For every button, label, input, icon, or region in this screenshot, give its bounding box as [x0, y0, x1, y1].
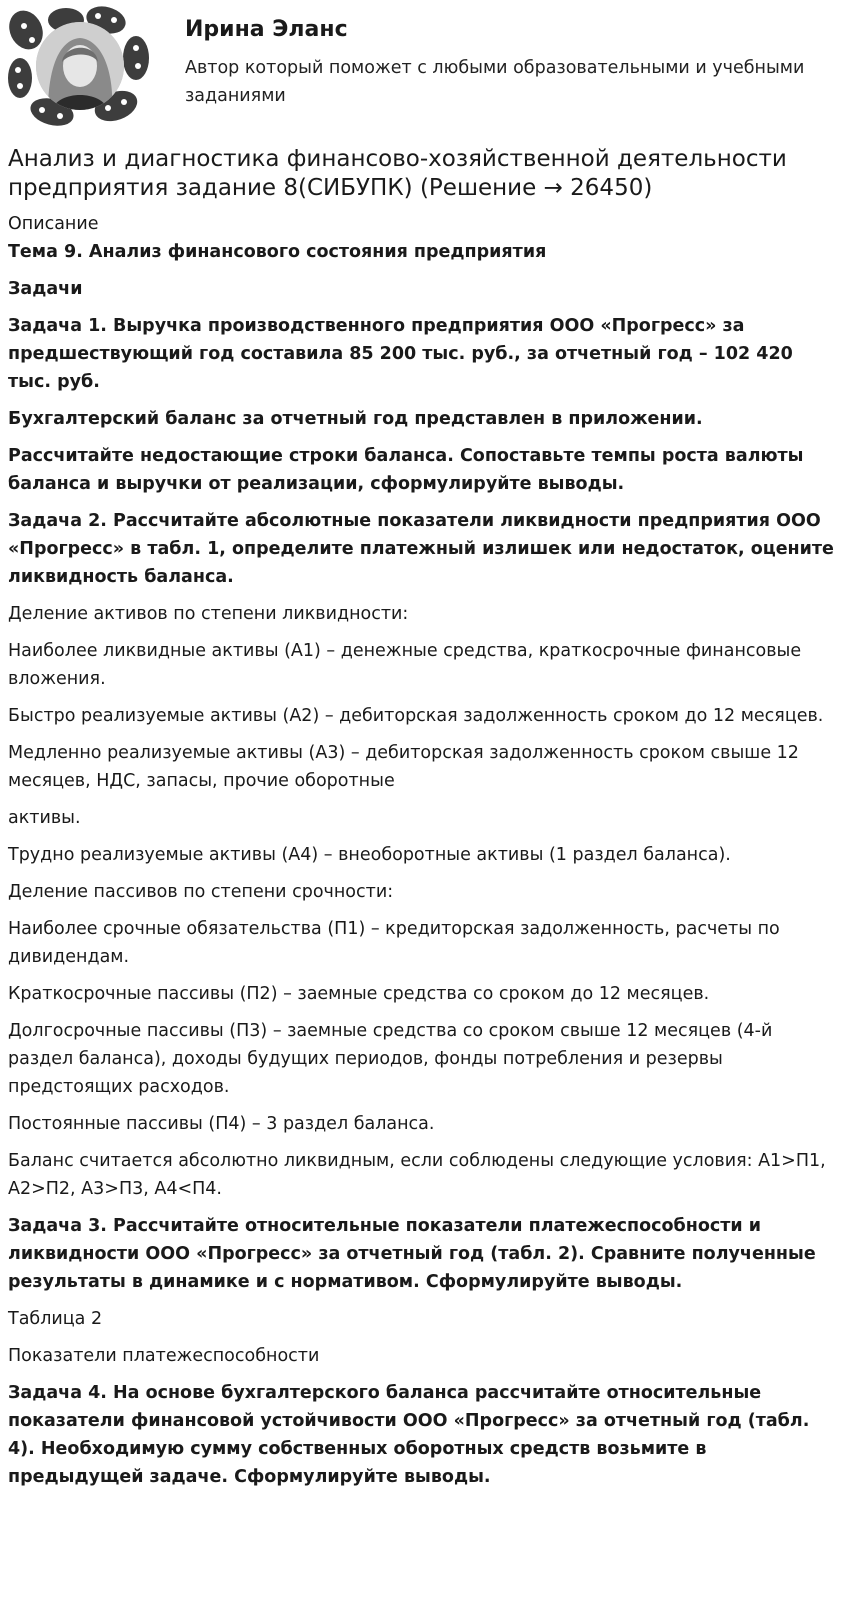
description-paragraph: Деление активов по степени ликвидности: — [8, 604, 409, 624]
description-paragraph: Рассчитайте недостающие строки баланса. Сопоставьте темпы роста валюты баланса и выручки от реализации, сформулируйте выводы. — [8, 446, 804, 494]
author-avatar — [8, 6, 150, 126]
description-paragraph: Наиболее срочные обязательства (П1) – кредиторская задолженность, расчеты по дивидендам. — [8, 919, 780, 967]
description-paragraph: активы. — [8, 808, 81, 828]
description-paragraph: Тема 9. Анализ финансового состояния предприятия — [8, 242, 547, 262]
author-name[interactable]: Ирина Эланс — [185, 17, 348, 42]
author-card — [8, 6, 838, 126]
document-body — [8, 145, 838, 1500]
page-title: Анализ и диагностика финансово-хозяйственной деятельности предприятия задание 8(СИБУПК) (Решение → 26450) — [8, 146, 787, 201]
description-paragraph: Краткосрочные пассивы (П2) – заемные средства со сроком до 12 месяцев. — [8, 984, 710, 1004]
description-paragraph: Деление пассивов по степени срочности: — [8, 882, 394, 902]
description-paragraph: Таблица 2 — [8, 1309, 103, 1329]
description-paragraph: Постоянные пассивы (П4) – 3 раздел баланса. — [8, 1114, 435, 1134]
description-paragraph: Быстро реализуемые активы (А2) – дебиторская задолженность сроком до 12 месяцев. — [8, 706, 824, 726]
description-paragraph: Трудно реализуемые активы (А4) – внеоборотные активы (1 раздел баланса). — [8, 845, 731, 865]
description-paragraph: Задача 4. На основе бухгалтерского баланса рассчитайте относительные показатели финансовой устойчивости ООО «Прогресс» за отчетный год (табл. 4). Необходимую сумму собственных оборотных средств возьмите в предыдущей задаче. Сформулируйте выводы. — [8, 1383, 810, 1487]
description-paragraph: Задача 2. Рассчитайте абсолютные показатели ликвидности предприятия ООО «Прогресс» в табл. 1, определите платежный излишек или недостаток, оцените ликвидность баланса. — [8, 511, 834, 587]
description-paragraph: Медленно реализуемые активы (А3) – дебиторская задолженность сроком свыше 12 месяцев, НДС, запасы, прочие оборотные — [8, 743, 799, 791]
author-bio: Автор который поможет с любыми образовательными и учебными заданиями — [185, 58, 805, 106]
description-paragraph: Показатели платежеспособности — [8, 1346, 320, 1366]
description-paragraph: Наиболее ликвидные активы (А1) – денежные средства, краткосрочные финансовые вложения. — [8, 641, 802, 689]
description-paragraph: Баланс считается абсолютно ликвидным, если соблюдены следующие условия: А1>П1, А2>П2, А3>П3, А4<П4. — [8, 1151, 826, 1199]
description-paragraph: Долгосрочные пассивы (П3) – заемные средства со сроком свыше 12 месяцев (4-й раздел баланса), доходы будущих периодов, фонды потребления и резервы предстоящих расходов. — [8, 1021, 773, 1097]
description-paragraph: Задача 1. Выручка производственного предприятия ООО «Прогресс» за предшествующий год составила 85 200 тыс. руб., за отчетный год – 102 420 тыс. руб. — [8, 316, 793, 392]
description-text — [8, 238, 838, 1491]
description-paragraph: Задача 3. Рассчитайте относительные показатели платежеспособности и ликвидности ООО «Прогресс» за отчетный год (табл. 2). Сравните полученные результаты в динамике и с нормативом. Сформулируйте выводы. — [8, 1216, 816, 1292]
description-paragraph: Бухгалтерский баланс за отчетный год представлен в приложении. — [8, 409, 703, 429]
description-paragraph: Задачи — [8, 279, 83, 299]
description-label: Описание — [8, 214, 99, 234]
